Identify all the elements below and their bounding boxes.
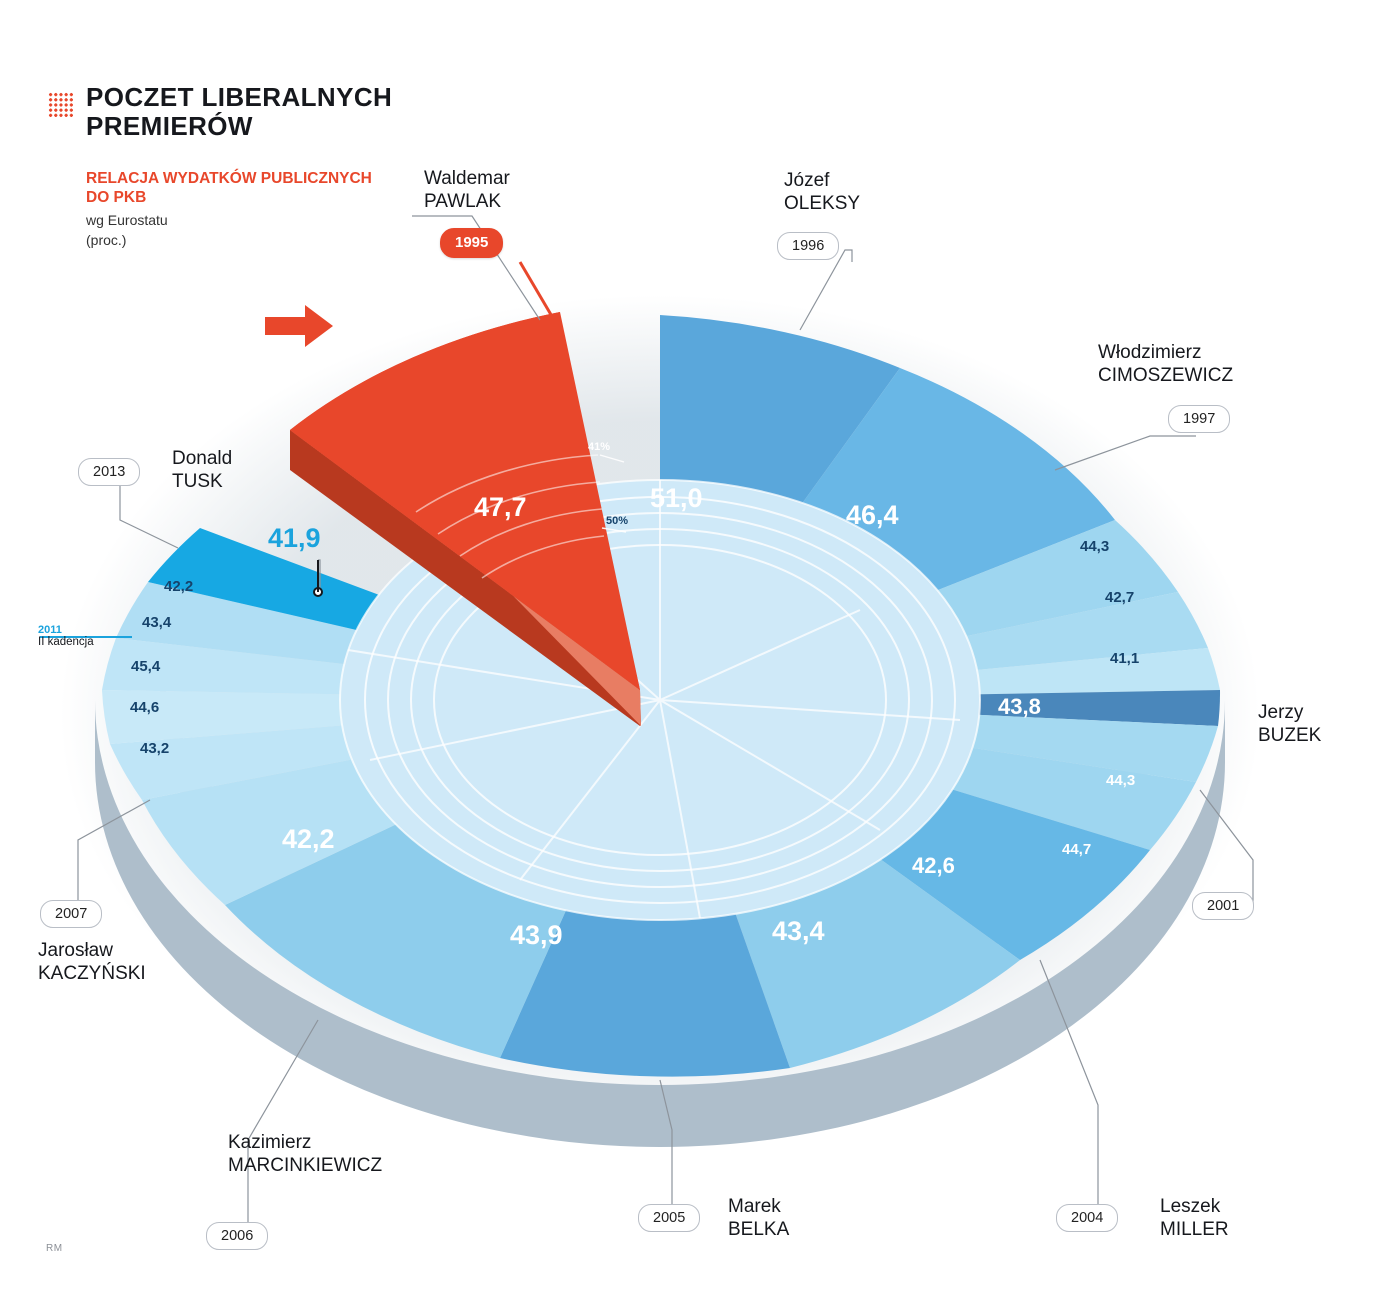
value-marcinkiewicz-2006: 43,9	[510, 920, 563, 950]
value-buzek-1999: 42,7	[1105, 589, 1135, 606]
buzek-first-name: Jerzy	[1258, 702, 1304, 723]
credit-label: RM	[46, 1243, 63, 1254]
miller-first-name: Leszek	[1160, 1196, 1221, 1217]
buzek-last-name: BUZEK	[1258, 724, 1322, 746]
value-buzek-2000: 41,1	[1110, 650, 1140, 667]
pawlak-first-name: Waldemar	[424, 168, 510, 189]
belka-first-name: Marek	[728, 1196, 781, 1217]
marcinkiewicz-first-name: Kazimierz	[228, 1132, 312, 1153]
tusk-first-name: Donald	[172, 448, 233, 469]
callout-name-miller	[1160, 1196, 1229, 1242]
source-note-line2: (proc.)	[86, 232, 127, 248]
value-oleksy-1996: 51,0	[650, 483, 703, 513]
tusk-second-term-note	[38, 624, 94, 648]
value-tusk-2013: 41,9	[268, 523, 321, 553]
callout-name-pawlak	[424, 168, 510, 214]
value-pawlak-1995: 47,7	[474, 492, 527, 522]
oleksy-last-name: OLEKSY	[784, 192, 861, 214]
tusk-note-sub: II kadencja	[38, 636, 94, 648]
ring-label-41: 41%	[588, 441, 611, 453]
callout-name-kaczynski	[38, 940, 146, 986]
year-pill-2007[interactable]: 2007	[40, 900, 102, 928]
value-buzek-2002: 44,3	[1106, 772, 1136, 789]
callout-name-tusk	[172, 448, 232, 494]
belka-last-name: BELKA	[728, 1218, 790, 1240]
callout-name-belka	[728, 1196, 789, 1242]
pawlak-last-name: PAWLAK	[424, 190, 502, 212]
value-belka-2005: 43,4	[772, 916, 825, 946]
year-pill-2006[interactable]: 2006	[206, 1222, 268, 1250]
year-pill-1996[interactable]: 1996	[777, 232, 839, 260]
chart-subtitle: RELACJA WYDATKÓW PUBLICZNYCH DO PKB	[86, 170, 372, 206]
value-kaczynski-2007: 42,2	[282, 824, 335, 854]
oleksy-first-name: Józef	[784, 170, 830, 191]
value-buzek-2001: 43,8	[998, 694, 1041, 719]
ring-label-50: 50%	[606, 515, 629, 527]
value-buzek-1998: 44,3	[1080, 538, 1110, 555]
value-tusk-2011: 43,4	[142, 614, 172, 631]
year-pill-2001[interactable]: 2001	[1192, 892, 1254, 920]
year-pill-1997[interactable]: 1997	[1168, 405, 1230, 433]
year-pill-2013[interactable]: 2013	[78, 458, 140, 486]
tusk-note-year: 2011	[38, 624, 62, 636]
callout-name-marcinkiewicz	[228, 1132, 382, 1178]
cimoszewicz-first-name: Włodzimierz	[1098, 342, 1202, 363]
page-title: POCZET LIBERALNYCH PREMIERÓW	[86, 82, 393, 142]
cimoszewicz-last-name: CIMOSZEWICZ	[1098, 364, 1234, 386]
value-buzek-2003: 44,7	[1062, 841, 1092, 858]
year-pill-2004[interactable]: 2004	[1056, 1204, 1118, 1232]
kaczynski-first-name: Jarosław	[38, 940, 113, 961]
callout-name-oleksy	[784, 170, 860, 216]
tusk-last-name: TUSK	[172, 470, 223, 492]
value-cimoszewicz-1997: 46,4	[846, 500, 899, 530]
kaczynski-last-name: KACZYŃSKI	[38, 962, 146, 984]
marcinkiewicz-last-name: MARCINKIEWICZ	[228, 1154, 383, 1176]
callout-name-buzek	[1258, 702, 1321, 748]
miller-last-name: MILLER	[1160, 1218, 1229, 1240]
year-pill-2005[interactable]: 2005	[638, 1204, 700, 1232]
year-pill-1995[interactable]: 1995	[440, 228, 503, 258]
callout-name-cimoszewicz	[1098, 342, 1233, 388]
source-note-line1: wg Eurostatu	[86, 212, 168, 228]
value-tusk-2008: 43,2	[140, 740, 170, 757]
value-tusk-2010: 45,4	[131, 658, 161, 675]
value-tusk-2009: 44,6	[130, 699, 160, 716]
value-tusk-2012: 42,2	[164, 578, 194, 595]
value-miller-2004: 42,6	[912, 853, 955, 878]
